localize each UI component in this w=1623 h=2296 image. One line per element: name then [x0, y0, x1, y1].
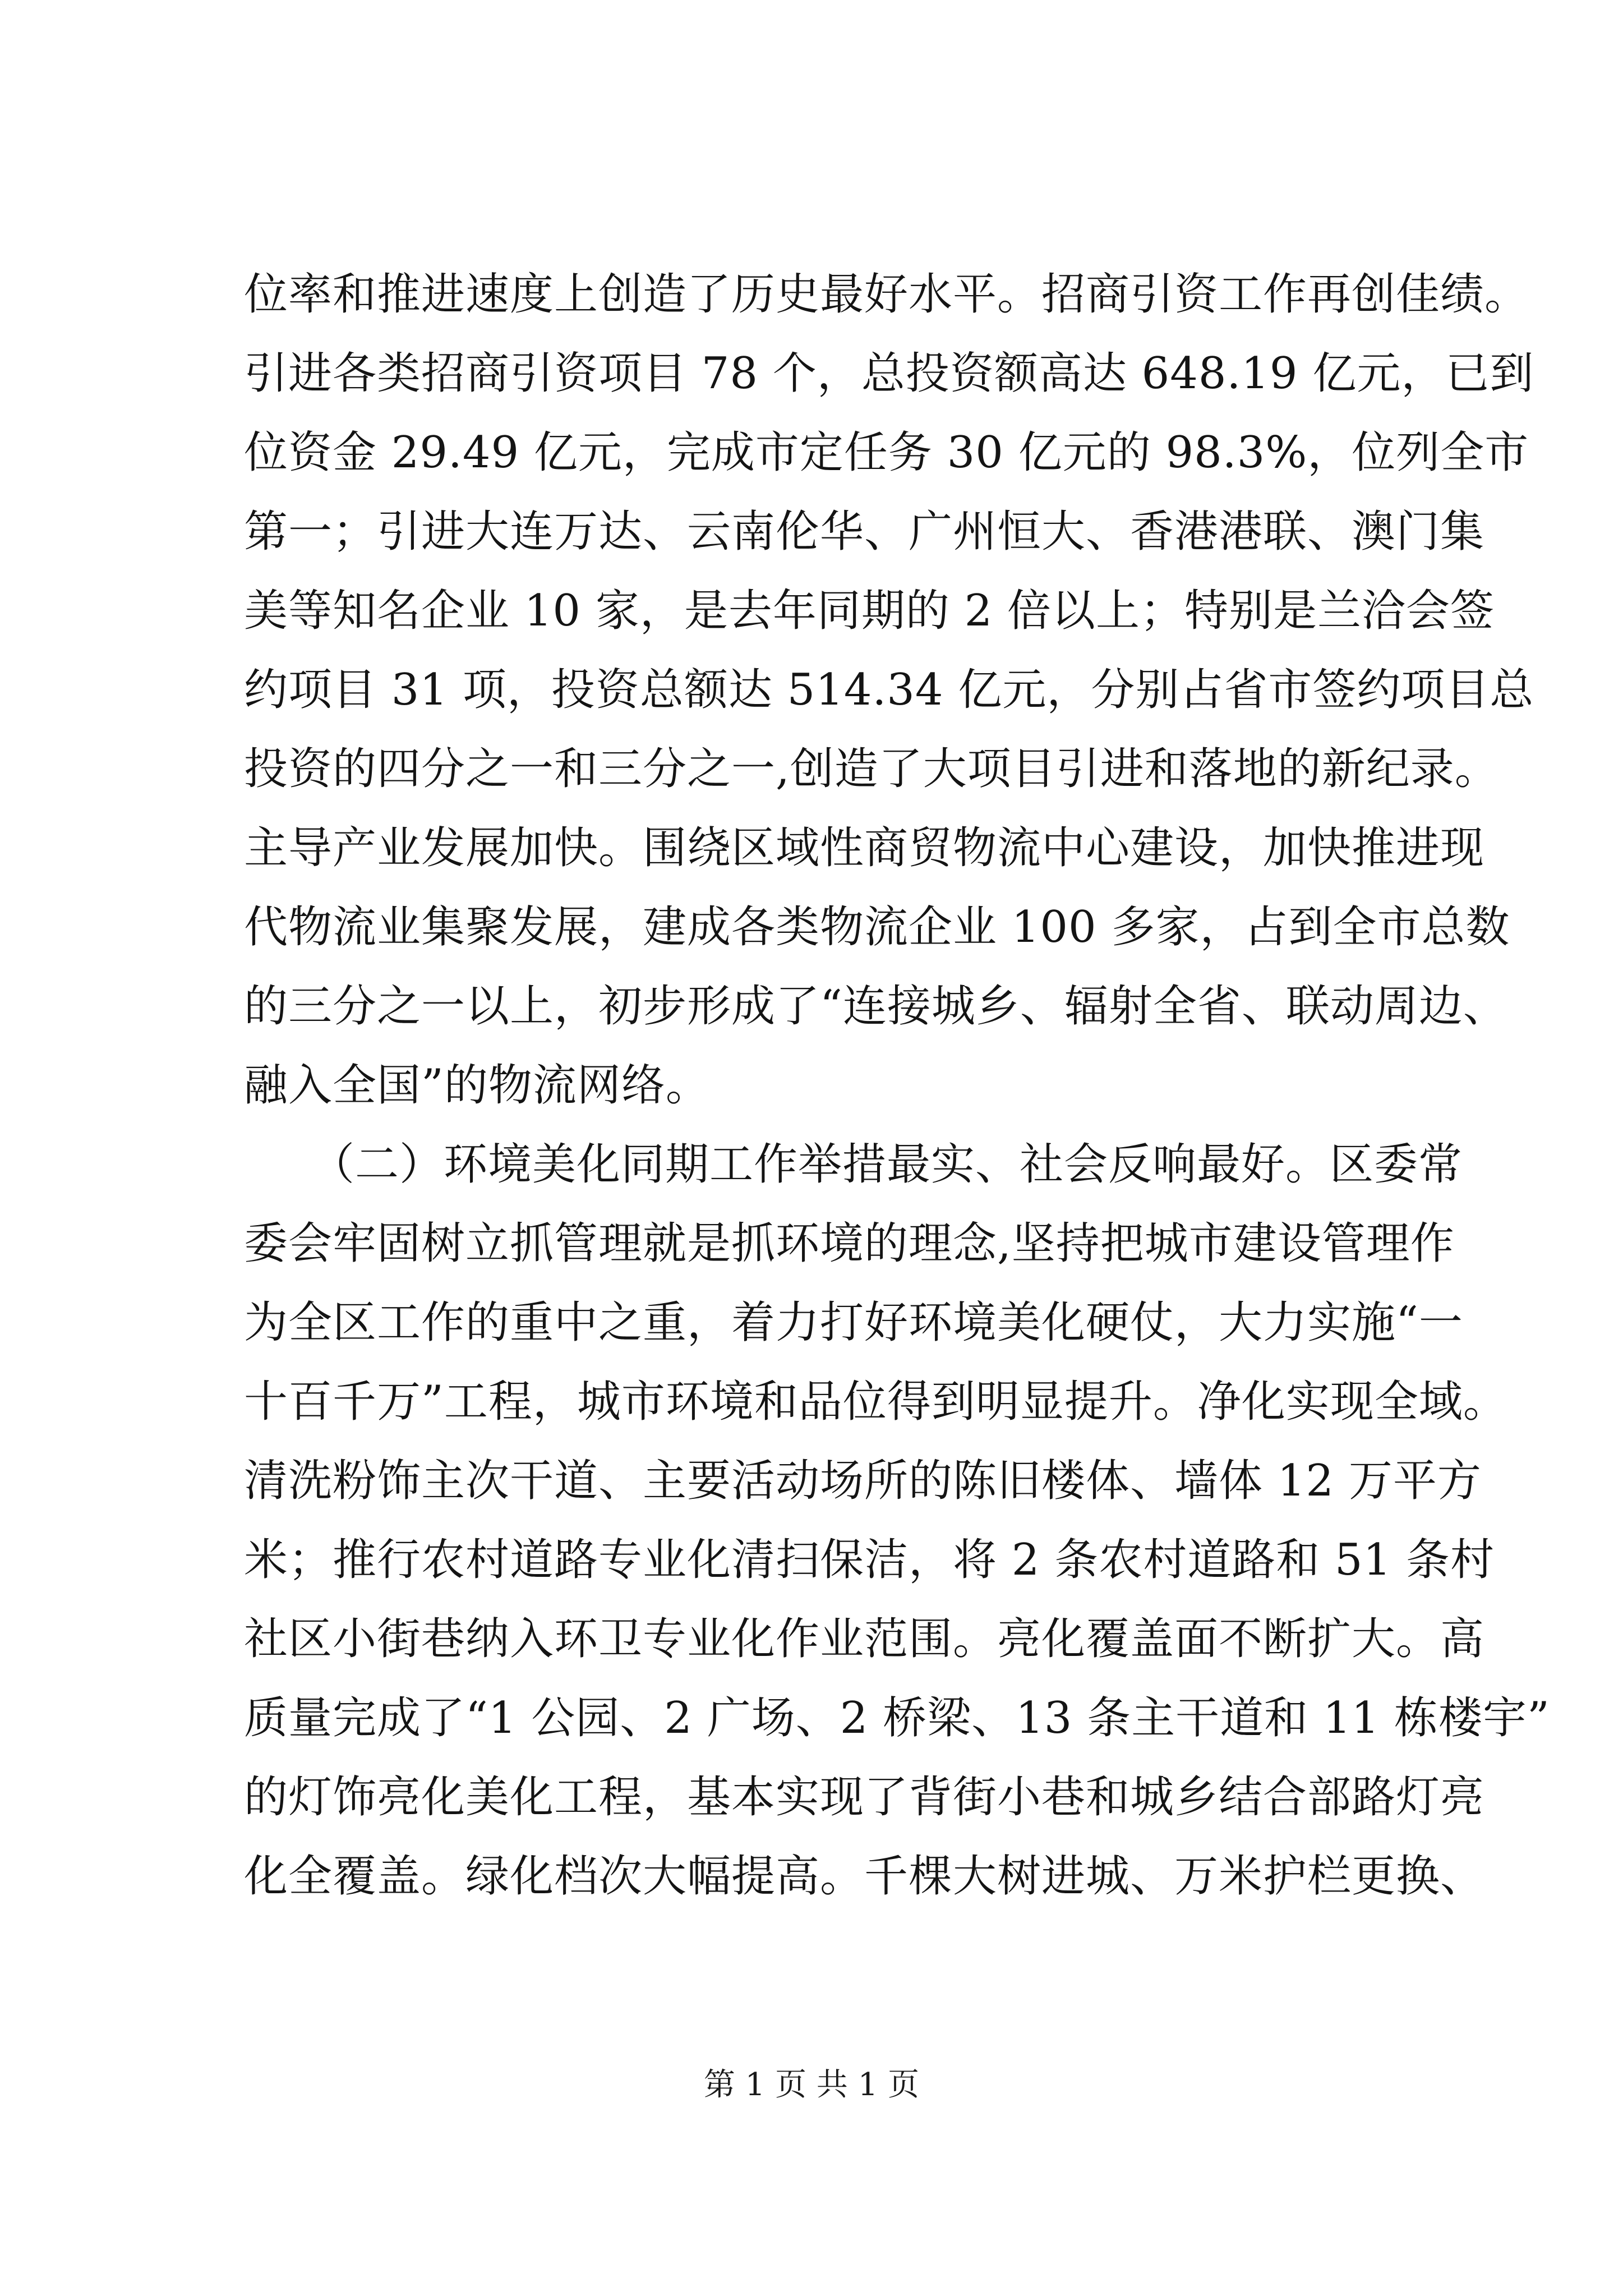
- text-line: 融入全国”的物流网络。: [244, 1060, 710, 1111]
- text-line: 社区小街巷纳入环卫专业化作业范围。亮化覆盖面不断扩大。高: [244, 1614, 1485, 1664]
- page-number-footer: 第 1 页 共 1 页: [703, 2067, 920, 2103]
- text-line: 位资金 29.49 亿元，完成市定任务 30 亿元的 98.3%，位列全市: [244, 427, 1529, 478]
- section-heading-line: （二）环境美化同期工作举措最实、社会反响最好。区委常: [244, 1139, 1463, 1190]
- text-line: 米；推行农村道路专业化清扫保洁，将 2 条农村道路和 51 条村: [244, 1535, 1495, 1585]
- text-line: 第一；引进大连万达、云南伦华、广州恒大、香港港联、澳门集: [244, 507, 1485, 557]
- text-line: 委会牢固树立抓管理就是抓环境的理念,坚持把城市建设管理作: [244, 1218, 1455, 1269]
- text-line: 引进各类招商引资项目 78 个，总投资额高达 648.19 亿元，已到: [244, 348, 1534, 399]
- text-line: 投资的四分之一和三分之一,创造了大项目引进和落地的新纪录。: [244, 744, 1499, 794]
- document-body: [244, 255, 1550, 1916]
- text-line: 代物流业集聚发展，建成各类物流企业 100 多家，占到全市总数: [244, 902, 1510, 953]
- text-line: 的灯饰亮化美化工程，基本实现了背街小巷和城乡结合部路灯亮: [244, 1772, 1485, 1823]
- text-line: 清洗粉饰主次干道、主要活动场所的陈旧楼体、墙体 12 万平方: [244, 1456, 1482, 1506]
- text-line: 十百千万”工程，城市环境和品位得到明显提升。净化实现全域。: [244, 1377, 1507, 1427]
- text-line: 主导产业发展加快。围绕区域性商贸物流中心建设，加快推进现: [244, 823, 1485, 873]
- text-line: 美等知名企业 10 家，是去年同期的 2 倍以上；特别是兰洽会签: [244, 586, 1495, 636]
- text-line: 为全区工作的重中之重，着力打好环境美化硬仗，大力实施“一: [244, 1297, 1463, 1348]
- text-line: 化全覆盖。绿化档次大幅提高。千棵大树进城、万米护栏更换、: [244, 1851, 1485, 1902]
- text-line: 质量完成了“1 公园、2 广场、2 桥梁、13 条主干道和 11 栋楼宇”: [244, 1693, 1550, 1743]
- text-line: 约项目 31 项，投资总额达 514.34 亿元，分别占省市签约项目总: [244, 665, 1534, 715]
- text-line: 的三分之一以上，初步形成了“连接城乡、辐射全省、联动周边、: [244, 981, 1507, 1032]
- text-line: 位率和推进速度上创造了历史最好水平。招商引资工作再创佳绩。: [244, 269, 1529, 320]
